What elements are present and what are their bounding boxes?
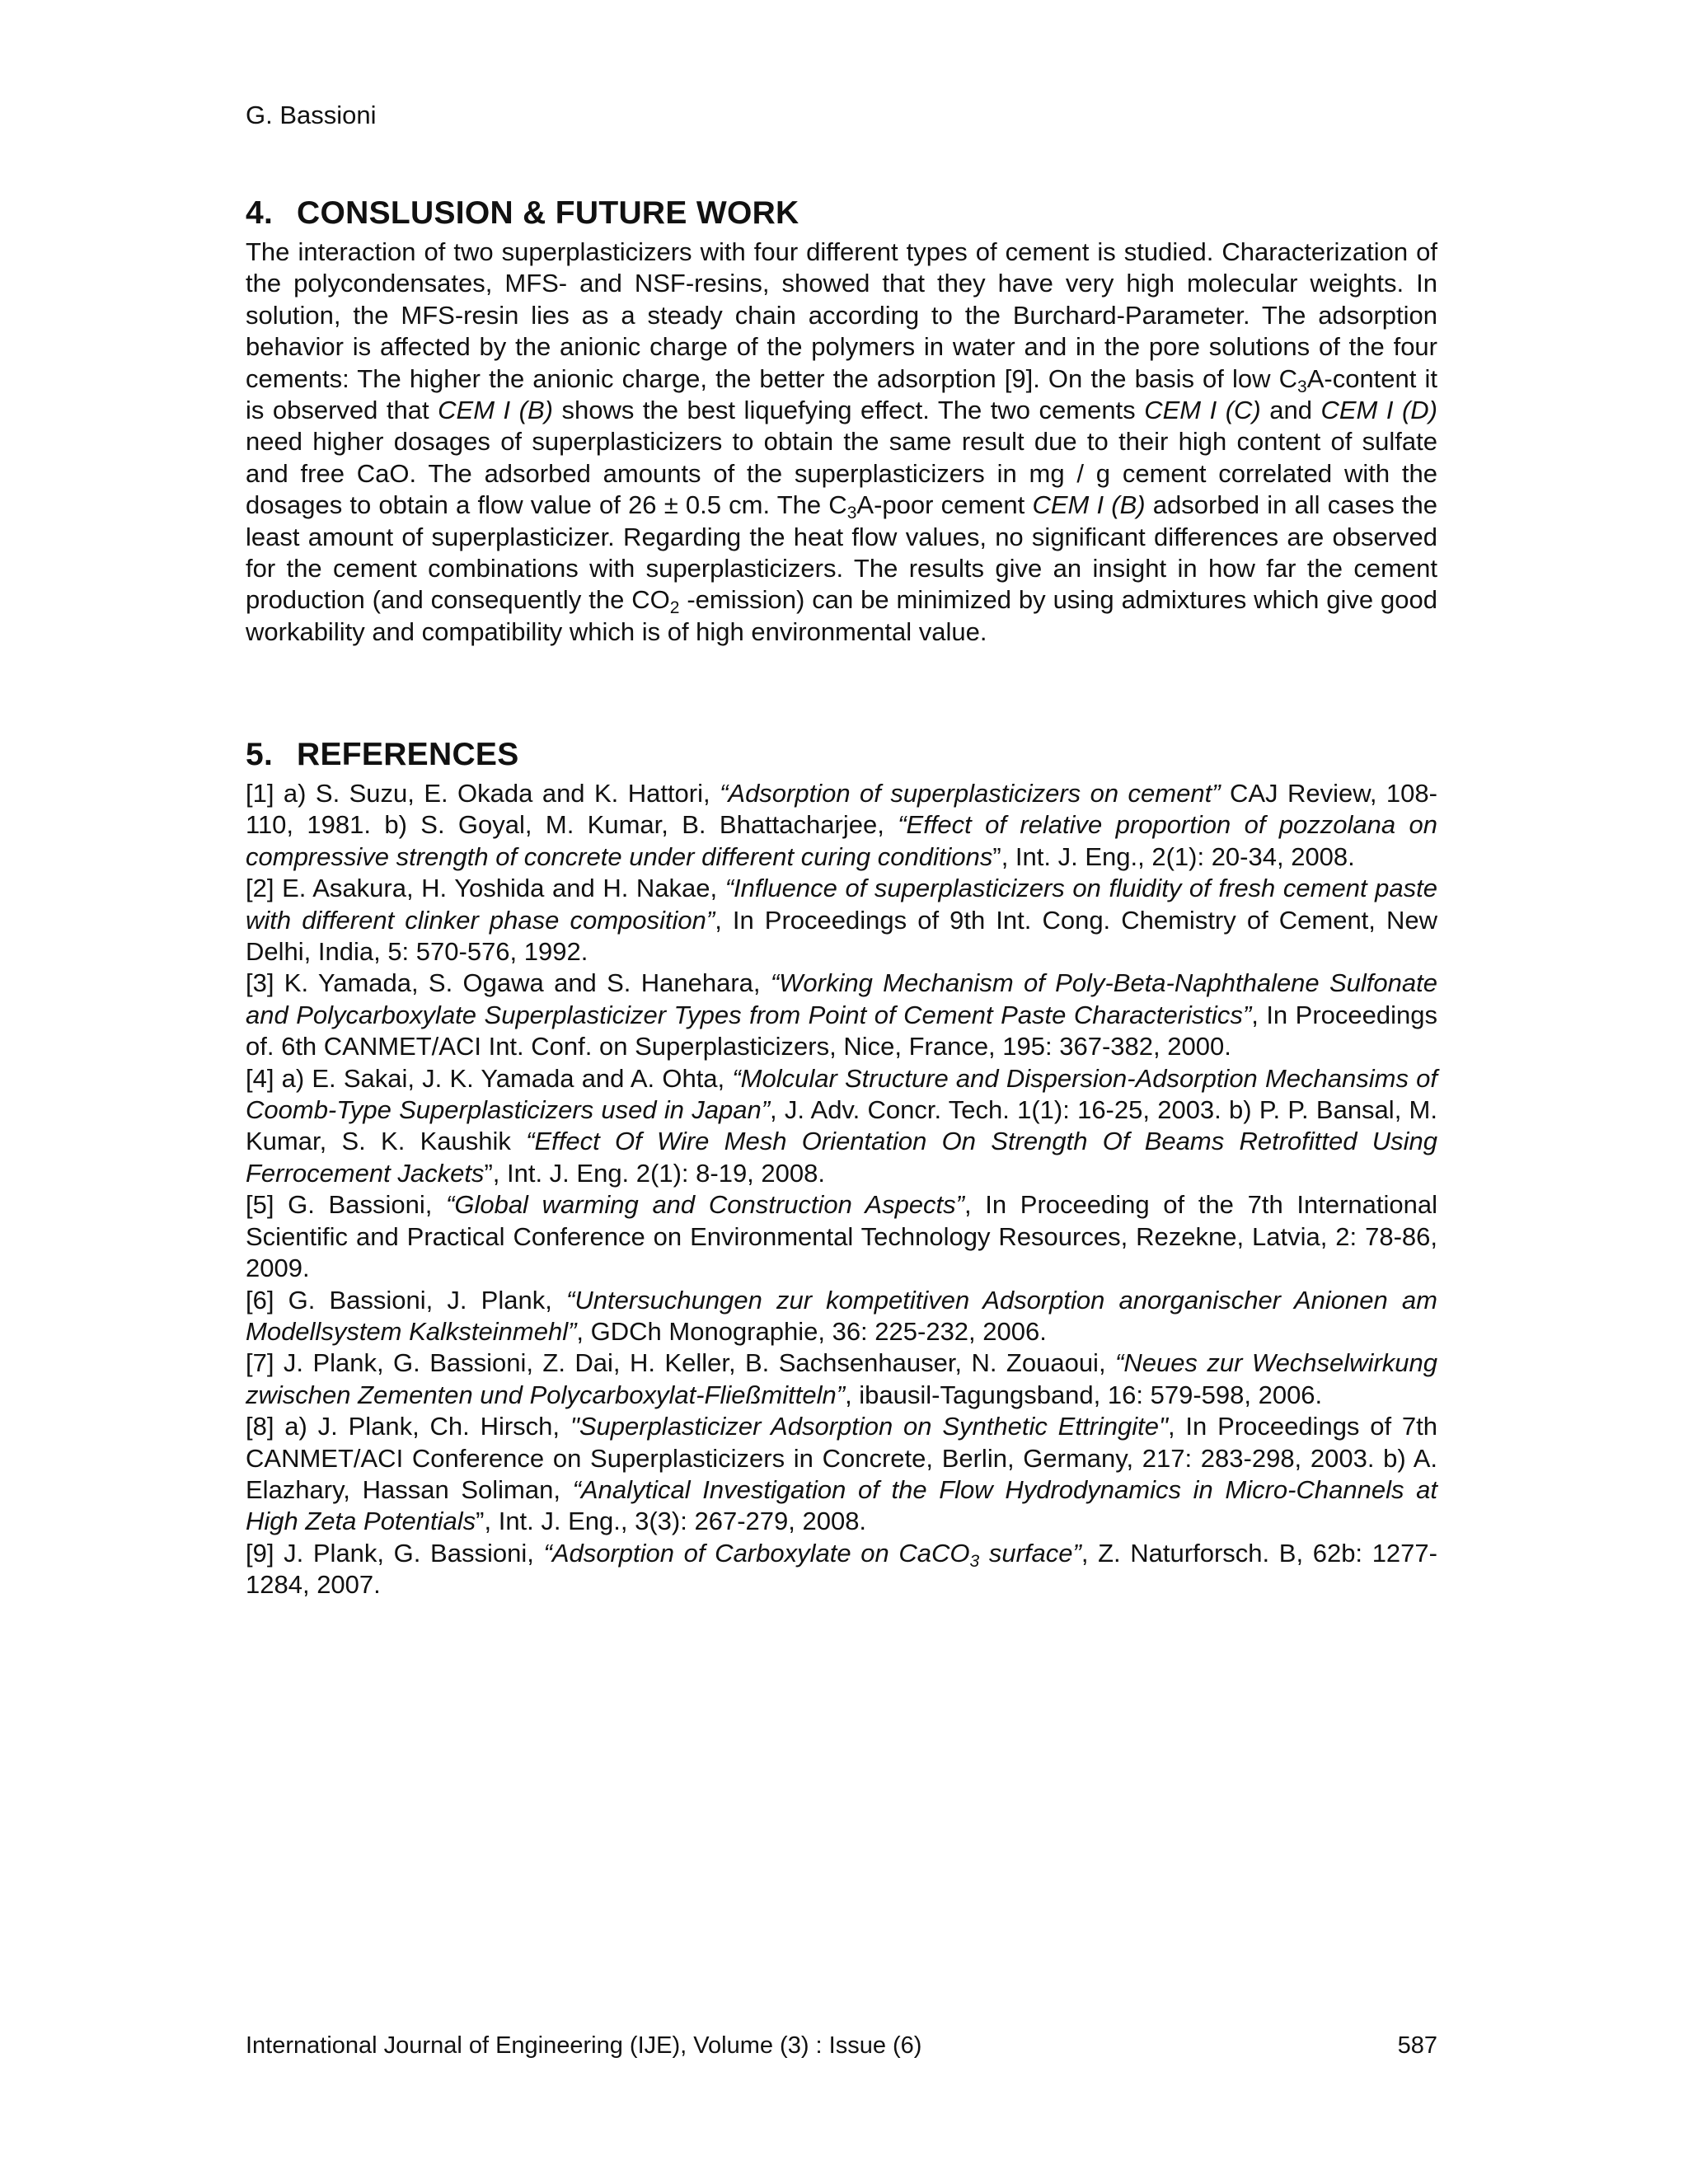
text-run: ”, Int. J. Eng., 3(3): 267-279, 2008.	[476, 1507, 867, 1536]
text-run: [7] J. Plank, G. Bassioni, Z. Dai, H. Keller, B. Sachsenhauser, N. Zouaoui,	[246, 1348, 1115, 1378]
text-run: , Z. Naturforsch. B, 62b: 1277-1284, 2007.	[246, 1538, 1437, 1600]
text-run: need higher dosages of superplasticizers to obtain the same result due to their high content of sulfate and free CaO. The adsorbed amounts of the superplasticizers in mg / g cement correlated with the dosages to obtain a flow value of 26 ± 0.5 cm. The C	[246, 427, 1437, 520]
reference-item-7	[246, 1347, 1437, 1411]
reference-item-5	[246, 1189, 1437, 1284]
italic-text: “Untersuchungen zur kompetitiven Adsorption anorganischer Anionen am Modellsystem Kalksteinmehl”	[246, 1285, 1437, 1346]
italic-text: “Adsorption of superplasticizers on cement”	[720, 779, 1221, 808]
italic-text: “Molcular Structure and Dispersion-Adsorption Mechansims of Coomb-Type Superplasticizers used in Japan”	[246, 1063, 1437, 1125]
text-run: ”, Int. J. Eng., 2(1): 20-34, 2008.	[992, 841, 1355, 871]
italic-text: "Superplasticizer Adsorption on Synthetic Ettringite"	[570, 1412, 1169, 1441]
text-run: [8] a) J. Plank, Ch. Hirsch,	[246, 1412, 570, 1441]
italic-text: CEM I (D)	[1320, 396, 1438, 425]
reference-item-4	[246, 1063, 1437, 1190]
reference-item-6	[246, 1285, 1437, 1348]
text-run: -emission) can be minimized by using admixtures which give good workability and compatibility which is of high environmental value.	[246, 585, 1438, 646]
italic-text: “Effect of relative proportion of pozzolana on compressive strength of concrete under different curing conditions	[246, 810, 1437, 871]
italic-text: CEM I (B)	[438, 396, 553, 425]
running-head-author: G. Bassioni	[246, 101, 377, 129]
italic-text: surface”	[979, 1538, 1081, 1568]
conclusion-paragraph	[246, 237, 1437, 648]
text-run: [4] a) E. Sakai, J. K. Yamada and A. Ohta,	[246, 1063, 733, 1093]
reference-item-1	[246, 778, 1437, 873]
reference-item-2	[246, 873, 1437, 968]
text-run: [6] G. Bassioni, J. Plank,	[246, 1285, 566, 1315]
page-number: 587	[1397, 2032, 1437, 2059]
italic-text: CEM I (B)	[1032, 490, 1146, 520]
text-run: [5] G. Bassioni,	[246, 1190, 447, 1220]
italic-text: “Influence of superplasticizers on fluidity of fresh cement paste with different clinker phase composition”	[246, 874, 1437, 935]
text-run: A-poor cement	[856, 490, 1033, 520]
subscript-text: 3	[1297, 377, 1307, 396]
section-heading-conclusion	[246, 192, 1437, 235]
subscript-text: 2	[669, 598, 680, 618]
text-run: [3] K. Yamada, S. Ogawa and S. Hanehara,	[246, 968, 771, 998]
footer-journal-citation: International Journal of Engineering (IJE), Volume (3) : Issue (6)	[246, 2032, 922, 2059]
text-run: A-content it is observed that	[246, 363, 1437, 425]
italic-text: “Analytical Investigation of the Flow Hydrodynamics in Micro-Channels at High Zeta Potentials	[246, 1474, 1437, 1536]
text-run: shows the best liquefying effect. The two cements	[552, 396, 1145, 425]
italic-text: CEM I (C)	[1144, 396, 1261, 425]
italic-text: “Working Mechanism of Poly-Beta-Naphthalene Sulfonate and Polycarboxylate Superplasticizer Types from Point of Cement Paste Characteristics”	[246, 968, 1437, 1029]
text-run: , In Proceeding of the 7th International Scientific and Practical Conference on Environmental Technology Resources, Rezekne, Latvia, 2: 78-86, 2009.	[246, 1190, 1437, 1283]
reference-list	[246, 778, 1437, 1601]
text-run: , ibausil-Tagungsband, 16: 579-598, 2006.	[845, 1380, 1323, 1409]
reference-item-3	[246, 968, 1437, 1062]
subscript-text: 3	[846, 504, 857, 523]
section-title: REFERENCES	[297, 737, 519, 772]
conclusion-section	[246, 192, 1437, 648]
text-run: [1] a) S. Suzu, E. Okada and K. Hattori,	[246, 779, 720, 808]
section-heading-references	[246, 733, 1437, 776]
text-run: , J. Adv. Concr. Tech. 1(1): 16-25, 2003. b) P. P. Bansal, M. Kumar, S. K. Kaushik	[246, 1095, 1437, 1156]
text-run: CAJ Review, 108-110, 1981. b) S. Goyal, M. Kumar, B. Bhattacharjee,	[246, 779, 1437, 840]
text-run: , In Proceedings of 7th CANMET/ACI Conference on Superplasticizers in Concrete, Berlin, Germany, 217: 283-298, 2003. b) A. Elazhary, Hassan Soliman,	[246, 1412, 1437, 1504]
text-run: The interaction of two superplasticizers with four different types of cement is studied. Characterization of the polycondensates, MFS- and NSF-resins, showed that they have very high molecular weights. In solution, the MFS-resin lies as a steady chain according to the Burchard-Parameter. The adsorption behavior is affected by the anionic charge of the polymers in water and in the pore solutions of the four cements: The higher the anionic charge, the better the adsorption [9]. On the basis of low C	[246, 237, 1437, 393]
text-run: , GDCh Monographie, 36: 225-232, 2006.	[576, 1316, 1047, 1346]
section-number: 4.	[246, 195, 274, 231]
italic-text: “Global warming and Construction Aspects”	[446, 1190, 964, 1220]
text-run: adsorbed in all cases the least amount of superplasticizer. Regarding the heat flow values, no significant differences are observed for the cement combinations with superplasticizers. The results give an insight in how far the cement production (and consequently the CO	[246, 490, 1437, 615]
reference-item-8	[246, 1411, 1437, 1538]
text-run: ”, Int. J. Eng. 2(1): 8-19, 2008.	[484, 1158, 825, 1188]
italic-text: “Effect Of Wire Mesh Orientation On Strength Of Beams Retrofitted Using Ferrocement Jackets	[246, 1127, 1437, 1188]
text-run: , In Proceedings of. 6th CANMET/ACI Int. Conf. on Superplasticizers, Nice, France, 195: 367-382, 2000.	[246, 1000, 1437, 1062]
text-run: , In Proceedings of 9th Int. Cong. Chemistry of Cement, New Delhi, India, 5: 570-576, 1992.	[246, 905, 1437, 967]
italic-text: “Adsorption of Carboxylate on CaCO	[543, 1538, 970, 1568]
subscript-text: 3	[969, 1551, 980, 1571]
reference-item-9	[246, 1538, 1437, 1601]
references-section	[246, 733, 1437, 1601]
text-run: [2] E. Asakura, H. Yoshida and H. Nakae,	[246, 874, 725, 903]
section-number: 5.	[246, 737, 274, 772]
text-run: [9] J. Plank, G. Bassioni,	[246, 1538, 544, 1568]
section-title: CONSLUSION & FUTURE WORK	[297, 195, 799, 231]
text-run: and	[1260, 396, 1321, 425]
italic-text: “Neues zur Wechselwirkung zwischen Zementen und Polycarboxylat-Fließmitteln”	[246, 1348, 1437, 1409]
